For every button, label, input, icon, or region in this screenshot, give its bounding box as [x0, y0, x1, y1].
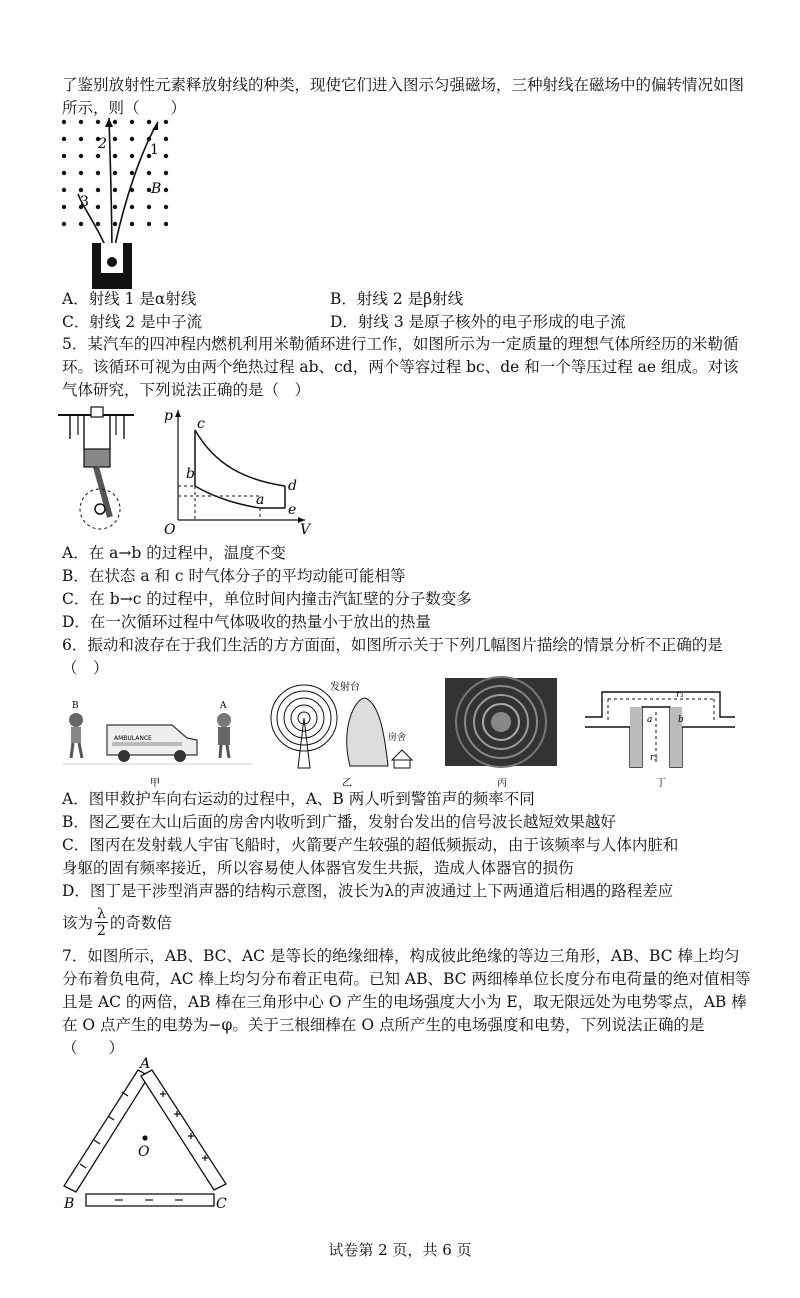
- field-dot: [164, 120, 168, 124]
- vertex-c-label: C: [216, 1196, 227, 1212]
- field-dots: [62, 120, 168, 226]
- field-dot: [164, 188, 168, 192]
- q7-triangle-figure: [60, 1056, 250, 1216]
- q5-stem: 5．某汽车的四冲程内燃机利用米勒循环进行工作，如图所示为一定质量的理想气体所经历的米勒循环。该循环可视为由两个绝热过程 ab、cd，两个等容过程 bc、de 和一个等压过程 ae 组成。对该气体研究，下列说法正确的是（ ）: [62, 335, 739, 399]
- field-dot: [113, 222, 117, 226]
- field-dot: [79, 120, 83, 124]
- fraction-numerator: λ: [97, 906, 106, 922]
- fig-bing-label: 丙: [497, 778, 507, 789]
- fig-ding-silencer: [580, 682, 740, 790]
- center-o-label: O: [138, 1144, 150, 1160]
- field-dot: [96, 171, 100, 175]
- fig-yi-broadcast: [270, 678, 425, 790]
- ray3-label: 3: [80, 194, 89, 210]
- field-dot: [113, 154, 117, 158]
- field-dot: [62, 205, 66, 209]
- q5-option-d: D．在一次循环过程中气体吸收的热量小于放出的热量: [62, 613, 431, 631]
- field-dot: [96, 205, 100, 209]
- field-dot: [96, 154, 100, 158]
- ray-2-path: [109, 118, 112, 261]
- field-dot: [62, 154, 66, 158]
- q6-option-c-line1: C．图丙在发射载人宇宙飞船时，火箭要产生较强的超低频振动，由于该频率与人体内脏和: [62, 836, 679, 854]
- field-dot: [130, 205, 134, 209]
- field-dot: [62, 171, 66, 175]
- field-dot: [164, 154, 168, 158]
- q4-option-c: C．射线 2 是中子流: [62, 313, 203, 331]
- field-dot: [96, 188, 100, 192]
- point-b-label: b: [678, 715, 684, 725]
- path-r2-label: r₂: [650, 753, 658, 763]
- field-dot: [130, 137, 134, 141]
- field-dot: [130, 154, 134, 158]
- field-dot: [113, 120, 117, 124]
- field-dot: [79, 171, 83, 175]
- vertex-b-label: B: [64, 1196, 75, 1212]
- tower-label: 发射台: [330, 682, 360, 693]
- field-dot: [113, 205, 117, 209]
- pv-point-b: b: [186, 466, 195, 482]
- field-dot: [79, 137, 83, 141]
- q6-option-a: A．图甲救护车向右运动的过程中，A、B 两人听到警笛声的频率不同: [62, 790, 535, 808]
- svg-text:A: A: [220, 701, 227, 711]
- field-dot: [96, 222, 100, 226]
- field-dot: [96, 120, 100, 124]
- field-dot: [79, 188, 83, 192]
- field-dot: [130, 222, 134, 226]
- pv-origin: O: [164, 522, 176, 538]
- field-dot: [62, 120, 66, 124]
- field-dot: [113, 188, 117, 192]
- field-dot: [62, 188, 66, 192]
- field-dot: [113, 137, 117, 141]
- pv-y-axis: p: [164, 408, 173, 424]
- q7-stem: 7．如图所示，AB、BC、AC 是等长的绝缘细棒，构成彼此绝缘的等边三角形，AB、BC 棒上均匀分布着负电荷，AC 棒上均匀分布着正电荷。已知 AB、BC 两细棒单位长度分布电荷量的绝对值相等且是 AC 的两倍，AB 棒在三角形中心 O 产生的电场强度大小为 E，取无限远处为电势零点，AB 棒在 O 点产生的电势为−φ。关于三根细棒在 O 点所产生的电场强度和电势，下列说法正确的是（ ）: [62, 947, 751, 1057]
- point-a-label: a: [647, 715, 653, 725]
- field-dot: [62, 222, 66, 226]
- q4-magnetic-field-figure: [58, 116, 176, 291]
- pv-point-c: c: [197, 416, 205, 432]
- q5-option-b: B．在状态 a 和 c 时气体分子的平均动能可能相等: [62, 567, 406, 585]
- ray2-label: 2: [98, 136, 107, 152]
- fig-jia-ambulance: [62, 700, 252, 790]
- path-r1-label: r₁: [676, 690, 684, 700]
- field-dot: [113, 171, 117, 175]
- engine-cylinder-figure: [58, 405, 138, 535]
- fig-yi-label: 乙: [342, 778, 352, 789]
- vertex-a-label: A: [140, 1056, 151, 1072]
- fig-jia-label: 甲: [150, 778, 160, 789]
- pv-graph: [160, 408, 311, 538]
- svg-text:B: B: [72, 701, 79, 711]
- field-dot: [164, 222, 168, 226]
- q6-option-c-line2: 身躯的固有频率接近，所以容易使人体器官发生共振，造成人体器官的损伤: [62, 859, 574, 877]
- field-label: B: [151, 181, 162, 197]
- pv-point-d: d: [288, 478, 297, 494]
- q4-option-d: D．射线 3 是原子核外的电子形成的电子流: [330, 313, 626, 331]
- pv-x-axis: V: [300, 522, 311, 538]
- pv-point-e: e: [288, 502, 297, 518]
- q5-option-a: A．在 a→b 的过程中，温度不变: [62, 544, 286, 562]
- field-dot: [164, 171, 168, 175]
- fraction-denominator: 2: [96, 923, 106, 939]
- q4-option-a: A．射线 1 是α射线: [62, 290, 197, 308]
- field-dot: [130, 171, 134, 175]
- q4-option-b: B．射线 2 是β射线: [330, 290, 464, 308]
- field-dot: [79, 222, 83, 226]
- field-dot: [164, 205, 168, 209]
- field-dot: [79, 154, 83, 158]
- pv-point-a: a: [256, 492, 265, 508]
- ambulance-label: AMBULANCE: [114, 735, 152, 742]
- field-dot: [130, 120, 134, 124]
- ray1-label: 1: [150, 142, 159, 158]
- q4-stem: 了鉴别放射性元素释放射线的种类，现使它们进入图示匀强磁场，三种射线在磁场中的偏转情况如图所示，则（ ）: [62, 76, 745, 117]
- q5-option-c: C．在 b→c 的过程中，单位时间内撞击汽缸壁的分子数变多: [62, 590, 472, 608]
- page-footer: 试卷第 2 页，共 6 页: [328, 1241, 472, 1259]
- field-dot: [62, 137, 66, 141]
- source-dot: [107, 257, 117, 267]
- fig-ding-label: 丁: [656, 778, 666, 789]
- q6-stem: 6．振动和波存在于我们生活的方方面面，如图所示关于下列几幅图片描绘的情景分析不正确的是（ ）: [62, 636, 723, 677]
- fig-bing-vibration: [445, 678, 557, 790]
- q6-option-b: B．图乙要在大山后面的房舍内收听到广播，发射台发出的信号波长越短效果越好: [62, 813, 616, 831]
- field-dot: [147, 120, 151, 124]
- field-dot: [147, 222, 151, 226]
- field-dot: [147, 205, 151, 209]
- field-dot: [164, 137, 168, 141]
- q6-option-d-line1: D．图丁是干涉型消声器的结构示意图，波长为λ的声波通过上下两通道后相遇的路程差应: [62, 882, 674, 900]
- field-dot: [147, 171, 151, 175]
- q6-option-d-line2: 该为 $\frac{\lambda}{2}$ 的奇数倍: [62, 906, 172, 939]
- house-label: 房舍: [388, 733, 407, 743]
